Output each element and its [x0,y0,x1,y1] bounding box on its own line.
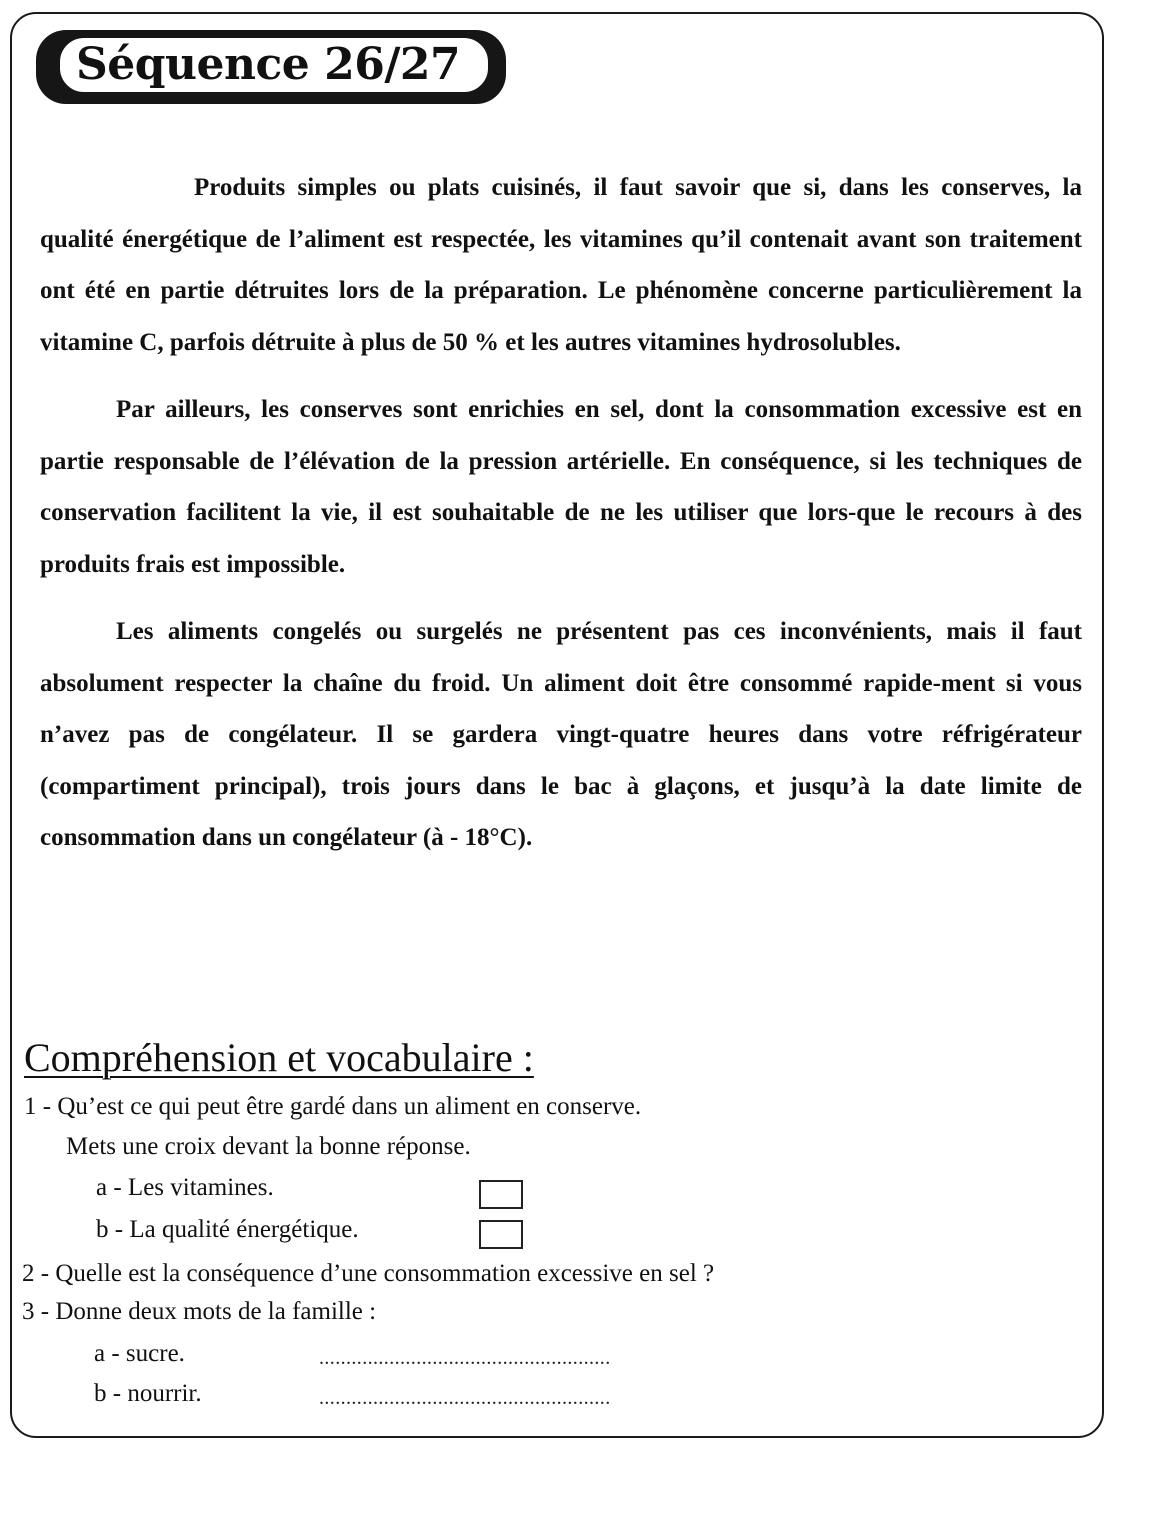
section-heading: Compréhension et vocabulaire : [24,1035,534,1080]
option-b-label: b - La qualité énergétique. [96,1216,359,1243]
paragraph-3: Les aliments congelés ou surgelés ne présentent pas ces inconvénients, mais il faut absolument respecter la chaîne du froid. Un aliment doit être consommé rapide-ment si vous n’avez pas de congélateur. Il se gardera vingt-quatre heures dans votre réfrigérateur (compartiment principal), trois jours dans le bac à glaçons, et jusqu’à la date limite de consommation dans un congélateur (à - 18°C). [40,618,1082,851]
option-a-label: a - Les vitamines. [96,1174,274,1201]
answer-blank-b[interactable]: ...................................................... [319,1387,611,1409]
option-a-checkbox[interactable] [479,1180,523,1209]
option-b-checkbox[interactable] [479,1220,523,1249]
reading-text [40,162,1082,864]
question-1-instruction: Mets une croix devant la bonne réponse. [66,1133,471,1160]
page-title: Séquence 26/27 [76,39,461,90]
question-3: 3 - Donne deux mots de la famille : [22,1298,377,1325]
paragraph-2: Par ailleurs, les conserves sont enrichies en sel, dont la consommation excessive est en partie responsable de l’élévation de la pression artérielle. En conséquence, si les techniques de conservation facilitent la vie, il est souhaitable de ne les utiliser que lors-que le recours à des produits frais est impossible. [40,396,1082,578]
word-family-item-b: b - nourrir. [94,1380,202,1407]
question-2: 2 - Quelle est la conséquence d’une consommation excessive en sel ? [22,1260,715,1287]
answer-blank-a[interactable]: ...................................................... [319,1347,611,1369]
paragraph-1: Produits simples ou plats cuisinés, il faut savoir que si, dans les conserves, la qualité énergétique de l’aliment est respectée, les vitamines qu’il contenait avant son traitement ont été en partie détruites lors de la préparation. Le phénomène concerne particulièrement la vitamine C, parfois détruite à plus de 50 % et les autres vitamines hydrosolubles. [40,174,1082,356]
question-1: 1 - Qu’est ce qui peut être gardé dans un aliment en conserve. [24,1093,642,1120]
word-family-item-a: a - sucre. [94,1340,185,1367]
